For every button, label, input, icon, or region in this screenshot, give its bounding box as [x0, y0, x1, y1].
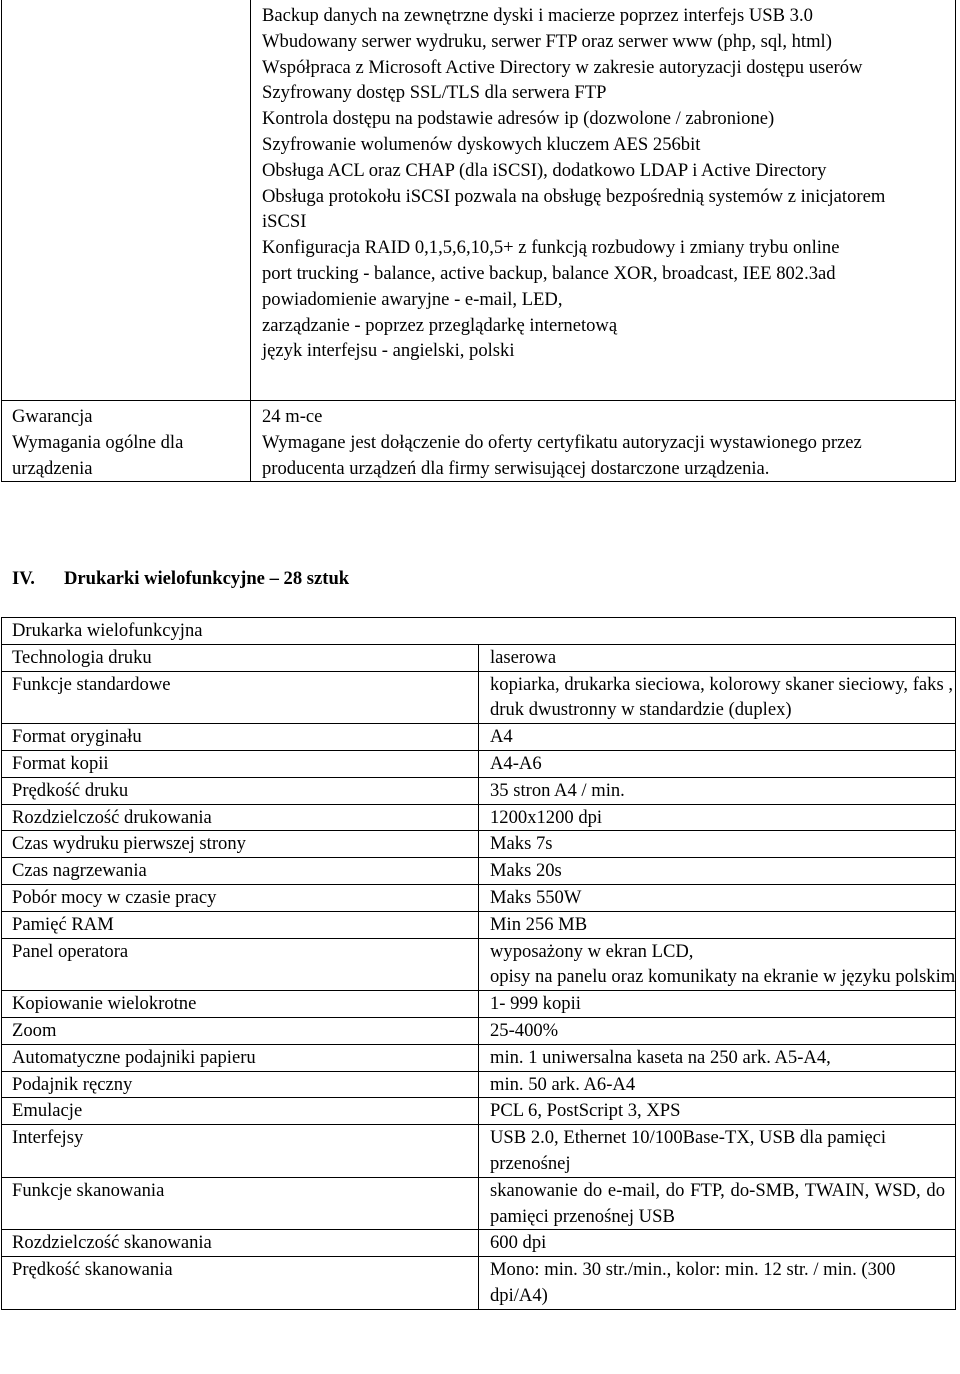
spec-label: Pamięć RAM: [2, 911, 479, 938]
feature-line: Wbudowany serwer wydruku, serwer FTP oraz serwer www (php, sql, html): [262, 30, 832, 52]
spec-row: [2, 1257, 956, 1310]
spec-value: min. 50 ark. A6-A4: [479, 1071, 956, 1098]
spec-row: [2, 1044, 956, 1071]
spec-row: [2, 938, 956, 991]
spec-value: A4: [479, 724, 956, 751]
spec-row: [2, 804, 956, 831]
spec-row: [2, 1071, 956, 1098]
spec-label: Kopiowanie wielokrotne: [2, 991, 479, 1018]
spec-value-cell: [479, 938, 956, 991]
nas-spec-table-continued: [1, 0, 956, 482]
general-requirements-value: Wymagane jest dołączenie do oferty certyfikatu autoryzacji wystawionego przez producenta urządzeń dla firmy serwisującej dostarczone urządzenia.: [262, 431, 862, 479]
spec-value: 1200x1200 dpi: [479, 804, 956, 831]
spec-label: Funkcje skanowania: [2, 1177, 479, 1230]
spec-row: [2, 858, 956, 885]
warranty-value: 24 m-ce: [262, 406, 323, 427]
spec-value: Maks 20s: [479, 858, 956, 885]
nas-features-row: [2, 0, 956, 401]
section-number: IV.: [12, 568, 35, 589]
spec-row: [2, 831, 956, 858]
printer-spec-table: [1, 617, 956, 1310]
spec-row: [2, 884, 956, 911]
section-heading: [12, 566, 349, 592]
spec-row: [2, 991, 956, 1018]
spec-label: Rozdzielczość drukowania: [2, 804, 479, 831]
feature-line: Konfiguracja RAID 0,1,5,6,10,5+ z funkcją rozbudowy i zmiany trybu online: [262, 237, 840, 259]
spec-label: Interfejsy: [2, 1125, 479, 1178]
warranty-row: [2, 401, 956, 482]
spec-value: USB 2.0, Ethernet 10/100Base-TX, USB dla pamięci przenośnej: [479, 1125, 956, 1178]
spec-value: 1- 999 kopii: [479, 991, 956, 1018]
spec-row: [2, 1017, 956, 1044]
spec-value-continued: opisy na panelu oraz komunikaty na ekranie w języku polskim: [490, 966, 956, 988]
spec-label: Prędkość skanowania: [2, 1257, 479, 1310]
spec-row: [2, 724, 956, 751]
spec-row: [2, 1098, 956, 1125]
spec-value: 35 stron A4 / min.: [479, 777, 956, 804]
spec-label: Automatyczne podajniki papieru: [2, 1044, 479, 1071]
spec-value: Min 256 MB: [479, 911, 956, 938]
spec-row: [2, 1177, 956, 1230]
spec-row: [2, 1125, 956, 1178]
feature-line: zarządzanie - poprzez przeglądarkę internetową: [262, 314, 618, 336]
spec-header-cell: Drukarka wielofunkcyjna: [2, 618, 956, 645]
feature-line: Obsługa ACL oraz CHAP (dla iSCSI), dodatkowo LDAP i Active Directory: [262, 159, 827, 181]
feature-line: Szyfrowanie wolumenów dyskowych kluczem AES 256bit: [262, 133, 701, 155]
spec-label: Format kopii: [2, 750, 479, 777]
feature-line: Współpraca z Microsoft Active Directory w zakresie autoryzacji dostępu userów: [262, 56, 863, 78]
feature-line: Backup danych na zewnętrzne dyski i macierze poprzez interfejs USB 3.0: [262, 5, 813, 26]
spec-value: min. 1 uniwersalna kaseta na 250 ark. A5-A4,: [479, 1044, 956, 1071]
feature-line: port trucking - balance, active backup, balance XOR, broadcast, IEE 802.3ad: [262, 262, 836, 284]
spec-label: Funkcje standardowe: [2, 671, 479, 724]
spec-row: [2, 911, 956, 938]
warranty-label-cell: [2, 401, 251, 482]
warranty-label: Gwarancja: [12, 406, 93, 427]
spec-row: [2, 750, 956, 777]
spec-value: Maks 7s: [479, 831, 956, 858]
spec-row: [2, 1230, 956, 1257]
spec-value: kopiarka, drukarka sieciowa, kolorowy skaner sieciowy, faks , druk dwustronny w standardzie (duplex): [479, 671, 956, 724]
spec-value: skanowanie do e-mail, do FTP, do-SMB, TWAIN, WSD, do pamięci przenośnej USB: [479, 1177, 956, 1230]
section-title: Drukarki wielofunkcyjne – 28 sztuk: [64, 568, 350, 589]
spec-label: Panel operatora: [2, 938, 479, 991]
warranty-value-cell: [251, 401, 956, 482]
spec-value: Mono: min. 30 str./min., kolor: min. 12 str. / min. (300 dpi/A4): [479, 1257, 956, 1310]
spec-label: Emulacje: [2, 1098, 479, 1125]
spec-label: Prędkość druku: [2, 777, 479, 804]
spec-label: Zoom: [2, 1017, 479, 1044]
spec-row: [2, 671, 956, 724]
nas-features-cell: [251, 0, 956, 401]
feature-line: Obsługa protokołu iSCSI pozwala na obsługę bezpośrednią systemów z inicjatorem iSCSI: [262, 185, 886, 233]
spec-row: [2, 777, 956, 804]
spec-value: 600 dpi: [479, 1230, 956, 1257]
spec-value: laserowa: [479, 644, 956, 671]
spec-label: Technologia druku: [2, 644, 479, 671]
spec-value: Maks 550W: [479, 884, 956, 911]
spec-label: Czas wydruku pierwszej strony: [2, 831, 479, 858]
spec-value: 25-400%: [479, 1017, 956, 1044]
feature-line: język interfejsu - angielski, polski: [262, 340, 515, 362]
spec-label: Pobór mocy w czasie pracy: [2, 884, 479, 911]
feature-line: Szyfrowany dostęp SSL/TLS dla serwera FTP: [262, 82, 607, 104]
spec-value: wyposażony w ekran LCD,: [490, 940, 694, 962]
spec-value: PCL 6, PostScript 3, XPS: [479, 1098, 956, 1125]
spec-header-row: [2, 618, 956, 645]
feature-line: Kontrola dostępu na podstawie adresów ip (dozwolone / zabronione): [262, 108, 775, 130]
spec-label: Podajnik ręczny: [2, 1071, 479, 1098]
spec-label: Rozdzielczość skanowania: [2, 1230, 479, 1257]
spec-label: Format oryginału: [2, 724, 479, 751]
general-requirements-label: Wymagania ogólne dla urządzenia: [12, 431, 184, 479]
spec-value: A4-A6: [479, 750, 956, 777]
spec-row: [2, 644, 956, 671]
feature-line: powiadomienie awaryjne - e-mail, LED,: [262, 288, 563, 310]
spec-label: Czas nagrzewania: [2, 858, 479, 885]
nas-features-label-cell: [2, 0, 251, 401]
